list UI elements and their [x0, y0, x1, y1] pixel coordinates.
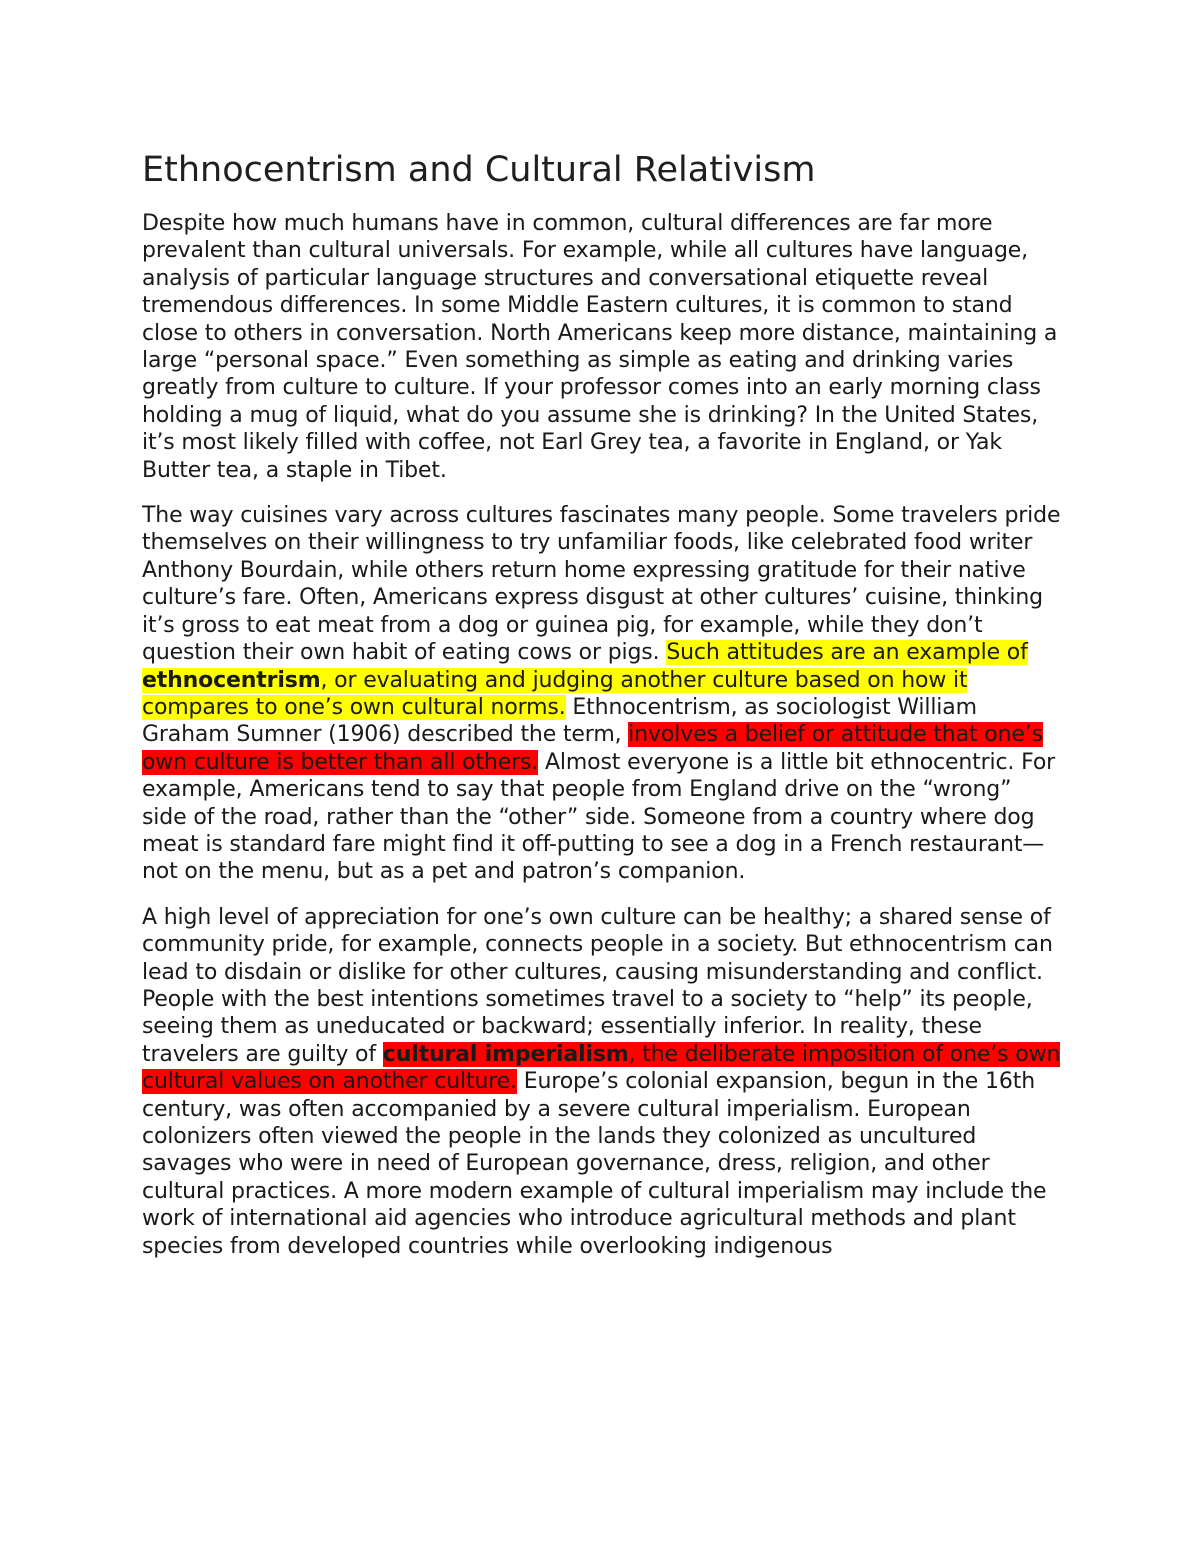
highlight-text-end: , or evaluating and judging another culture based on how it compares to one’s own cultural norms.: [142, 667, 968, 720]
paragraph-2-end: Almost everyone is a little bit ethnocentric. For example, Americans tend to say that people from England drive on the “wrong” side of the road, rather than the “other” side. Someone from a country where dog meat is standard fare might find it off-putting to see a dog in a French restaurant—not on the menu, but as a pet and patron’s companion.: [142, 749, 1056, 885]
highlight-text-rest: , the deliberate imposition of one’s own cultural values on another culture.: [142, 1041, 1061, 1095]
highlight-sumner-definition: involves a belief or attitude that one’s own culture is better than all others.: [142, 722, 1043, 775]
paragraph-2-intro: The way cuisines vary across cultures fascinates many people. Some travelers pride themselves on their willingness to try unfamiliar foods, like celebrated food writer Anthony Bourdain, while others return home expressing gratitude for their native culture’s fare. Often, Americans express disgust at other cultures’ cuisine, thinking it’s gross to eat meat from a dog or guinea pig, for example, while they don’t question their own habit of eating cows or pigs.: [142, 503, 1061, 666]
paragraph-1: Despite how much humans have in common, cultural differences are far more prevalent than cultural universals. For example, while all cultures have language, analysis of particular language structures and conversational etiquette reveal tremendous differences. In some Middle Eastern cultures, it is common to stand close to others in conversation. North Americans keep more distance, maintaining a large “personal space.” Even something as simple as eating and drinking varies greatly from culture to culture. If your professor comes into an early morning class holding a mug of liquid, what do you assume she is drinking? In the United States, it’s most likely filled with coffee, not Earl Grey tea, a favorite in England, or Yak Butter tea, a staple in Tibet.: [142, 211, 1058, 483]
term-cultural-imperialism: cultural imperialism: [382, 1041, 629, 1067]
paragraph-3-end: Europe’s colonial expansion, begun in the 16th century, was often accompanied by a severe cultural imperialism. European colonizers often viewed the people in the lands they colonized as uncultured savages who were in need of European governance, dress, religion, and other cultural practices. A more modern example of cultural imperialism may include the work of international aid agencies who introduce agricultural methods and plant species from developed countries while overlooking indigenous: [142, 1069, 1047, 1259]
highlight-text-start: Such attitudes are an example of: [666, 640, 1028, 666]
document-body: [142, 148, 1062, 1278]
paragraph-2: [142, 502, 1062, 886]
term-ethnocentrism: ethnocentrism: [142, 667, 321, 693]
document-title: Ethnocentrism and Cultural Relativism: [142, 150, 816, 190]
paragraph-2-middle: Ethnocentrism, as sociologist William Graham Sumner (1906) described the term,: [142, 694, 977, 748]
paragraph-3-intro: A high level of appreciation for one’s own culture can be healthy; a shared sense of community pride, for example, connects people in a society. But ethnocentrism can lead to disdain or dislike for other cultures, causing misunderstanding and conflict. People with the best intentions sometimes travel to a society to “help” its people, seeing them as uneducated or backward; essentially inferior. In reality, these travelers are guilty of: [142, 904, 1053, 1067]
paragraph-3: [142, 904, 1062, 1260]
